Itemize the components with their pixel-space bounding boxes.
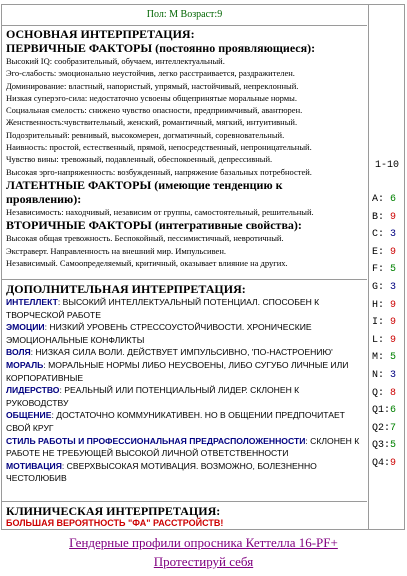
primary-factor-line: Женственность:чувствительный, женский, романтичный, мягкий, интуитивный. xyxy=(6,117,298,128)
primary-factors-title: ПЕРВИЧНЫЕ ФАКТОРЫ (постоянно проявляющиеся): xyxy=(6,41,316,55)
additional-interpretation-title: ДОПОЛНИТЕЛЬНАЯ ИНТЕРПРЕТАЦИЯ: xyxy=(6,282,246,296)
factor-score-row xyxy=(372,367,396,385)
latent-factor-line: Независимость: находчивый, независим от группы, самостоятельный, решительный. xyxy=(6,206,314,217)
latent-factors-title xyxy=(6,178,363,206)
results-table xyxy=(1,4,405,530)
factor-label: E: xyxy=(372,246,391,258)
latent-title-line-2: проявлению): xyxy=(6,191,82,206)
factor-value: 5 xyxy=(390,264,397,276)
additional-item-label: ЭМОЦИИ xyxy=(6,322,45,333)
factor-label: N: xyxy=(372,369,391,381)
interpretation-column xyxy=(2,5,367,529)
primary-factor-line: Чувство вины: тревожный, подавленный, обеспокоенный, депрессивный. xyxy=(6,154,273,165)
factor-value: 9 xyxy=(390,317,397,329)
factor-value: 9 xyxy=(390,457,397,469)
scores-column xyxy=(368,5,405,529)
additional-item xyxy=(6,321,363,346)
factor-score-row xyxy=(372,455,396,473)
clinical-interpretation-title: КЛИНИЧЕСКАЯ ИНТЕРПРЕТАЦИЯ: xyxy=(6,504,221,518)
factor-scores-list xyxy=(372,191,396,473)
factor-value: 3 xyxy=(390,369,397,381)
factor-score-row xyxy=(372,385,396,403)
additional-item-label: ЛИДЕРСТВО xyxy=(6,385,60,396)
factor-score-row xyxy=(372,402,396,420)
additional-item xyxy=(6,346,363,359)
secondary-factor-line: Экстраверт. Направленность на внешний мир. Импульсивен. xyxy=(6,245,226,256)
secondary-factor-line: Высокая общая тревожность. Беспокойный, пессимистичный, невротичный. xyxy=(6,233,284,244)
additional-item-text: : ДОСТАТОЧНО КОММУНИКАТИВЕН. НО В ОБЩЕНИИ ПРЕДПОЧИТАЕТ СВОЙ КРУГ xyxy=(6,410,345,433)
gender-age-header: Пол: М Возраст:9 xyxy=(2,5,367,26)
primary-factor-line: Высокий IQ: сообразительный, обучаем, интеллектуальный. xyxy=(6,56,225,66)
clinical-interpretation-section xyxy=(2,503,367,530)
factor-value: 7 xyxy=(390,422,397,434)
additional-item-label: ВОЛЯ xyxy=(6,347,31,358)
factor-value: 6 xyxy=(390,194,397,205)
additional-item xyxy=(6,460,363,485)
primary-factor-line: Низкая суперэго-сила: недостаточно усвоены общепринятые моральные нормы. xyxy=(6,92,297,103)
additional-item-text: : НИЗКАЯ СИЛА ВОЛИ. ДЕЙСТВУЕТ ИМПУЛЬСИВНО, 'ПО-НАСТРОЕНИЮ' xyxy=(30,347,333,358)
additional-item-label: ИНТЕЛЛЕКТ xyxy=(6,297,58,307)
secondary-factor-line: Независимый. Самоопределяемый, критичный, оказывает влияние на других. xyxy=(6,257,288,268)
factor-label: B: xyxy=(372,211,391,223)
factor-score-row xyxy=(372,279,396,297)
clinical-interpretation-text: БОЛЬШАЯ ВЕРОЯТНОСТЬ "ФА" РАССТРОЙСТВ! xyxy=(6,518,224,528)
primary-factor-line: Высокая эрго-напряженность: возбужденный, напряжение базальных потребностей. xyxy=(6,166,312,177)
factor-label: A: xyxy=(372,194,391,205)
factor-label: C: xyxy=(372,229,391,241)
secondary-factors-title: ВТОРИЧНЫЕ ФАКТОРЫ (интегративные свойства): xyxy=(6,218,302,233)
factor-label: F: xyxy=(372,264,391,276)
latent-title-line-1: ЛАТЕНТНЫЕ ФАКТОРЫ (имеющие тенденцию к xyxy=(6,177,283,192)
test-yourself-link[interactable]: Протестируй себя xyxy=(153,554,254,569)
additional-interpretation-section xyxy=(2,281,367,502)
factor-label: M: xyxy=(372,352,391,364)
primary-factor-line: Эго-слабость: эмоционально неустойчив, легко расстраивается, раздражителен. xyxy=(6,68,295,79)
factor-score-row xyxy=(372,261,396,279)
additional-item-text: : МОРАЛЬНЫЕ НОРМЫ ЛИБО НЕУСВОЕНЫ, ЛИБО СУГУБО ЛИЧНЫЕ ИЛИ КОРПОРАТИВНЫЕ xyxy=(6,359,349,383)
main-interpretation-section xyxy=(2,26,367,280)
factor-label: Q1: xyxy=(372,405,391,417)
gender-profiles-link[interactable]: Гендерные профили опросника Кеттелла 16-PF+ xyxy=(69,535,338,550)
factor-label: H: xyxy=(372,299,391,311)
additional-item-text: : СВЕРХВЫСОКАЯ МОТИВАЦИЯ. ВОЗМОЖНО, БОЛЕЗНЕННО ЧЕСТОЛЮБИВ xyxy=(6,460,317,484)
factor-label: Q: xyxy=(372,387,391,399)
factor-label: Q3: xyxy=(372,440,391,452)
primary-factor-line: Подозрительный: ревнивый, высокомерен, догматичный, соревновательный. xyxy=(6,129,285,140)
factor-value: 6 xyxy=(390,405,397,417)
factor-score-row xyxy=(372,297,396,315)
additional-item-label: МОТИВАЦИЯ xyxy=(6,460,62,471)
additional-item-label: СТИЛЬ РАБОТЫ И ПРОФЕССИОНАЛЬНАЯ ПРЕДРАСПОЛОЖЕННОСТИ xyxy=(6,435,306,446)
factor-score-row xyxy=(372,437,396,455)
factor-value: 5 xyxy=(390,440,397,452)
factor-score-row xyxy=(372,191,396,209)
factor-score-row xyxy=(372,209,396,227)
factor-score-row xyxy=(372,226,396,244)
factor-value: 9 xyxy=(390,299,397,311)
factor-score-row xyxy=(372,420,396,438)
additional-item-label: МОРАЛЬ xyxy=(6,359,44,370)
primary-factor-line: Социальная смелость: снижено чувство опасности, предприимчивый, авантюрен. xyxy=(6,105,303,116)
additional-item-text: : ВЫСОКИЙ ИНТЕЛЛЕКТУАЛЬНЫЙ ПОТЕНЦИАЛ. СПОСОБЕН К ТВОРЧЕСКОЙ РАБОТЕ xyxy=(6,297,320,320)
additional-item-label: ОБЩЕНИЕ xyxy=(6,410,52,421)
score-range-label: 1-10 xyxy=(374,160,399,171)
additional-item xyxy=(6,409,363,434)
factor-label: L: xyxy=(372,334,391,346)
factor-score-row xyxy=(372,314,396,332)
factor-label: Q2: xyxy=(372,422,391,434)
factor-label: Q4: xyxy=(372,457,391,469)
primary-factors-list xyxy=(6,55,363,178)
factor-value: 3 xyxy=(390,281,397,293)
factor-value: 5 xyxy=(390,352,397,364)
additional-item xyxy=(6,296,363,321)
additional-item-text: : СКЛОНЕН К РАБОТЕ НЕ ТРЕБУЮЩЕЙ ВЫСОКОЙ ЛИЧНОЙ ОТВЕТСТВЕННОСТИ xyxy=(6,435,360,459)
factor-score-row xyxy=(372,244,396,262)
additional-item xyxy=(6,435,363,460)
factor-label: I: xyxy=(372,317,391,329)
additional-item-text: : НИЗКИЙ УРОВЕНЬ СТРЕССОУСТОЙЧИВОСТИ. ХРОНИЧЕСКИЕ ЭМОЦИОНАЛЬНЫЕ КОНФЛИКТЫ xyxy=(6,322,312,345)
factor-score-row xyxy=(372,332,396,350)
factor-value: 9 xyxy=(390,246,397,258)
footer-links xyxy=(0,533,407,571)
additional-item xyxy=(6,359,363,384)
primary-factor-line: Наивность: простой, естественный, прямой, непосредственный, непроницательный. xyxy=(6,142,312,153)
primary-factor-line: Доминирование: властный, напористый, упрямый, настойчивый, непреклонный. xyxy=(6,80,299,91)
additional-item-text: : РЕАЛЬНЫЙ ИЛИ ПОТЕНЦИАЛЬНЫЙ ЛИДЕР. СКЛОНЕН К РУКОВОДСТВУ xyxy=(6,385,300,408)
factor-value: 9 xyxy=(390,211,397,223)
main-interpretation-title: ОСНОВНАЯ ИНТЕРПРЕТАЦИЯ: xyxy=(6,27,195,41)
additional-item xyxy=(6,384,363,409)
factor-value: 8 xyxy=(390,387,397,399)
factor-label: G: xyxy=(372,281,391,293)
factor-value: 3 xyxy=(390,229,397,241)
factor-value: 9 xyxy=(390,334,397,346)
factor-score-row xyxy=(372,349,396,367)
